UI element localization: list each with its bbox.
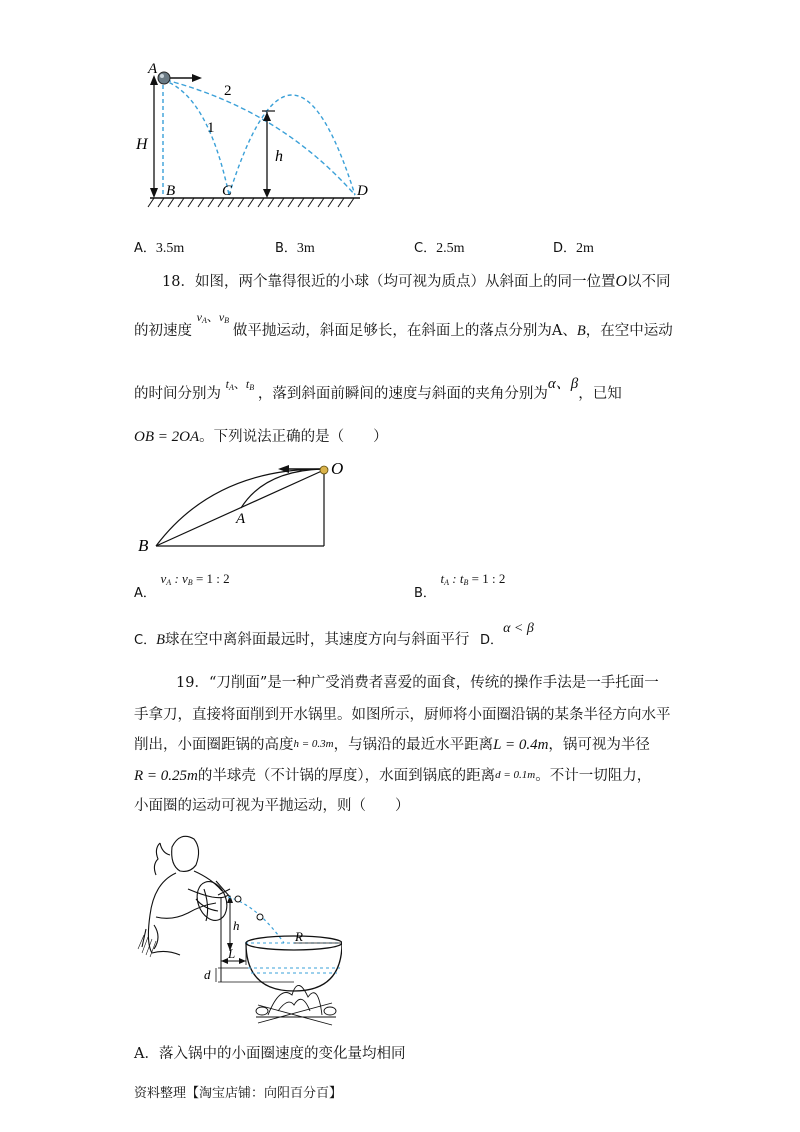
q17-option-c: C．2.5m	[414, 241, 465, 256]
label-H: H	[136, 136, 148, 153]
label-h: h	[275, 148, 283, 165]
label-h: h	[233, 918, 240, 933]
label-B: B	[138, 536, 149, 555]
q19-line-1: 19．“刀削面”是一种广受消费者喜爱的面食，传统的操作手法是一手托面一	[176, 675, 659, 691]
q18-line-1: 18．如图，两个靠得很近的小球（均可视为质点）从斜面上的同一位置O以不同	[162, 273, 671, 290]
q19-line-5: 小面圈的运动可视为平抛运动，则（ ）	[134, 798, 410, 814]
q18-option-a: A． $v_A$ : $v_B = 1$ : 2	[134, 571, 230, 601]
q18-option-c-d: C．B球在空中离斜面最远时，其速度方向与斜面平行 D．α < β	[134, 621, 534, 648]
q18-line-3: 的时间分别为 $^{t_A、t_B}$ ，落到斜面前瞬间的速度与斜面的夹角分别为α、β，已知	[134, 376, 622, 402]
projectile-figure-17	[130, 55, 370, 215]
q17-option-b: B．3m	[275, 241, 315, 256]
label-C: C	[222, 183, 233, 199]
label-L: L	[228, 946, 236, 961]
label-path2: 2	[224, 83, 232, 99]
label-O: O	[331, 459, 344, 478]
q18-option-b: B． $t_A$ : $t_B = 1$ : 2	[414, 571, 506, 601]
q19-line-4: R = 0.25m的半球壳（不计锅的厚度），水面到锅底的距离d = 0.1m。不计一切阻力，	[134, 768, 652, 784]
label-B: B	[166, 183, 176, 199]
q19-line-3: 削出，小面圈距锅的高度h = 0.3m，与锅沿的最近水平距离L = 0.4m，锅可视为半径	[134, 737, 650, 753]
q19-option-a: A．落入锅中的小面圈速度的变化量均相同	[134, 1046, 406, 1062]
q17-option-a: A．3.5m	[134, 241, 185, 256]
label-R: R	[295, 929, 303, 944]
label-D: D	[357, 183, 368, 199]
label-A: A	[148, 61, 158, 77]
footer-source: 资料整理【淘宝店铺：向阳百分百】	[134, 1086, 343, 1101]
q19-line-2: 手拿刀，直接将面削到开水锅里。如图所示，厨师将小面圈沿锅的某条半径方向水平	[134, 707, 671, 723]
noodle-chef-figure	[132, 825, 342, 1030]
incline-figure-18	[134, 455, 354, 555]
q18-line-2: 的初速度 $^{v_A、v_B}$ 做平抛运动，斜面足够长，在斜面上的落点分别为A、B，在空中运动	[134, 310, 673, 339]
q18-line-4: OB = 2OA。下列说法正确的是（ ）	[134, 429, 388, 445]
q17-option-d: D．2m	[553, 241, 594, 256]
label-path1: 1	[207, 120, 215, 136]
label-d: d	[204, 967, 211, 982]
label-A: A	[236, 511, 246, 527]
